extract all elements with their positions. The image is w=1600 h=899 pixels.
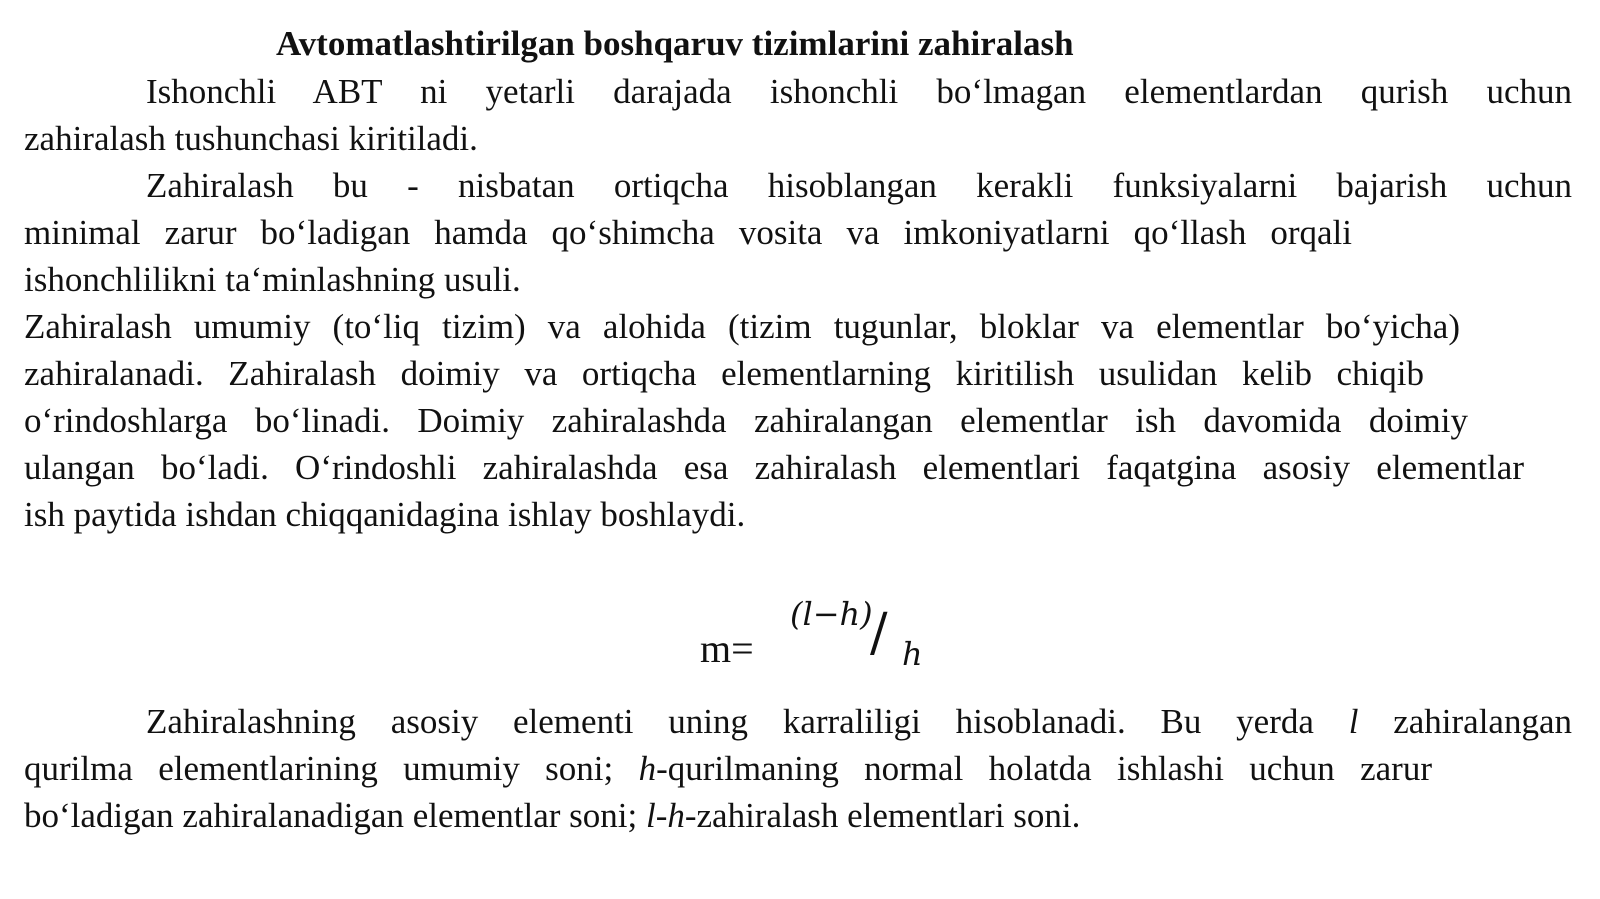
paragraph-2-line-1: Zahiralash bu - nisbatan ortiqcha hisoblangan kerakli funksiyalarni bajarish uchun <box>146 166 1572 205</box>
paragraph-1-line-2: zahiralash tushunchasi kiritiladi. <box>24 119 478 158</box>
paragraph-4-line-2 <box>24 747 1432 791</box>
paragraph-3-line-5: ish paytida ishdan chiqqanidagina ishlay boshlaydi. <box>24 495 746 534</box>
paragraph-4-line-3 <box>24 794 1572 838</box>
paragraph-1-line-1: Ishonchli ABT ni yetarli darajada ishonchli bo‘lmagan elementlardan qurish uchun <box>146 72 1572 111</box>
formula-numerator: (l−h) <box>790 595 873 633</box>
document-title: Avtomatlashtirilgan boshqaruv tizimlarini zahiralash <box>276 24 1074 63</box>
paragraph-2-line-2: minimal zarur bo‘ladigan hamda qo‘shimcha vosita va imkoniyatlarni qo‘llash orqali <box>24 213 1352 252</box>
paragraph-3-line-3: o‘rindoshlarga bo‘linadi. Doimiy zahiralashda zahiralangan elementlar ish davomida doimiy <box>24 401 1468 440</box>
paragraph-4-line-2-text-a: qurilma elementlarining umumiy soni; <box>24 749 639 788</box>
dash: - <box>655 796 668 835</box>
paragraph-3-line-4: ulangan bo‘ladi. O‘rindoshli zahiralashda esa zahiralash elementlari faqatgina asosiy elementlar <box>24 448 1524 487</box>
paragraph-4-line-1 <box>146 700 1572 744</box>
paragraph-4-line-2-text-b: -qurilmaning normal holatda ishlashi uchun zarur <box>656 749 1432 788</box>
paragraph-4-line-3-text-b: -zahiralash elementlari soni. <box>684 796 1081 835</box>
variable-h: h <box>638 749 657 788</box>
variable-l: l <box>645 796 656 835</box>
variable-h: h <box>667 796 685 835</box>
paragraph-3-line-2: zahiralanadi. Zahiralash doimiy va ortiqcha elementlarning kiritilish usulidan kelib chiqib <box>24 354 1424 393</box>
formula-lhs: m= <box>700 626 754 671</box>
formula-denominator: h <box>902 635 923 673</box>
formula-slash: / <box>870 603 888 663</box>
paragraph-4-line-3-text-a: bo‘ladigan zahiralanadigan elementlar soni; <box>24 796 646 835</box>
paragraph-4-line-1-text-b: zahiralangan <box>1358 702 1572 741</box>
paragraph-2-line-3: ishonchlilikni ta‘minlashning usuli. <box>24 260 521 299</box>
paragraph-3-line-1: Zahiralash umumiy (to‘liq tizim) va alohida (tizim tugunlar, bloklar va elementlar bo‘yicha) <box>24 307 1460 346</box>
variable-l: l <box>1348 702 1359 741</box>
multiplicity-formula <box>700 595 960 685</box>
paragraph-4-line-1-text-a: Zahiralashning asosiy elementi uning karraliligi hisoblanadi. Bu yerda <box>146 702 1349 741</box>
